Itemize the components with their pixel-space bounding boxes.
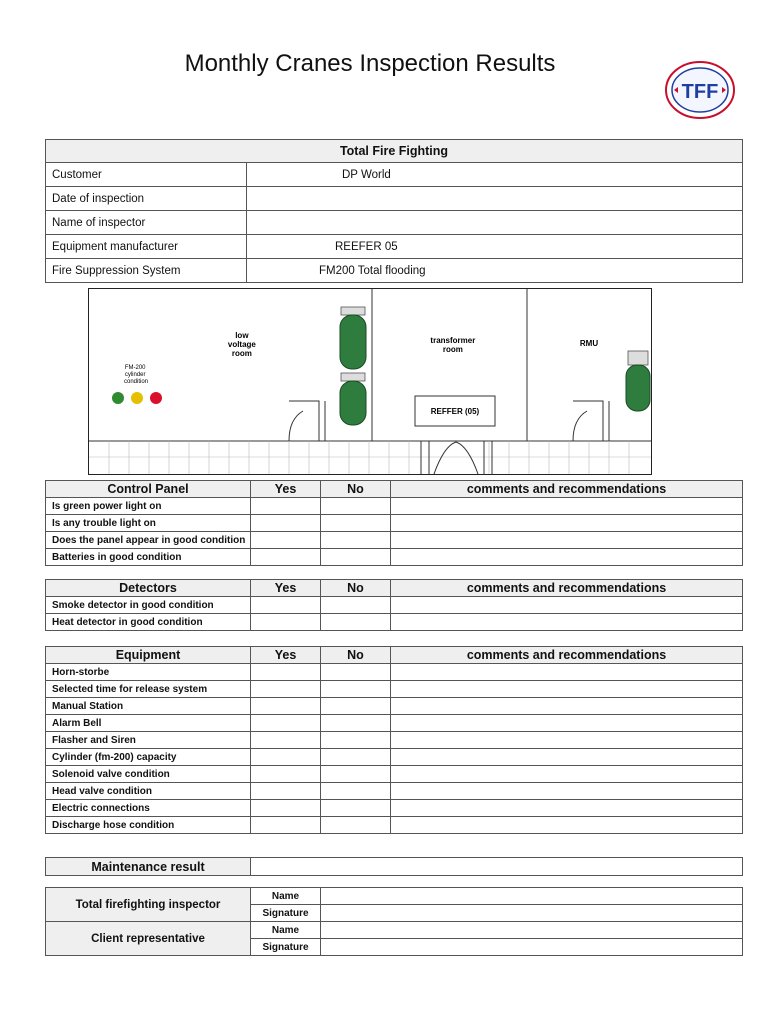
control-panel-header: Control Panel: [46, 481, 251, 498]
equipment-item: Head valve condition: [46, 783, 251, 800]
cylinder-condition-label: FM-200: [124, 365, 146, 371]
cp-item: Is green power light on: [46, 498, 251, 515]
client-name-field[interactable]: [321, 922, 743, 939]
equipment-item: Alarm Bell: [46, 715, 251, 732]
svg-text:FM-200 cylinder co: FM-200 cylinder condition: [123, 365, 149, 385]
equipment-item: Selected time for release system: [46, 681, 251, 698]
equipment-item: Horn-storbe: [46, 664, 251, 681]
date-value[interactable]: [247, 187, 743, 211]
company-logo: [664, 60, 736, 120]
equipment-item: Flasher and Siren: [46, 732, 251, 749]
inspector-role: Total firefighting inspector: [46, 888, 251, 922]
info-table: [45, 139, 743, 283]
name-label: Name: [251, 922, 321, 939]
detector-item: Smoke detector in good condition: [46, 597, 251, 614]
floor-plan: [88, 288, 652, 475]
control-panel-table: [45, 480, 743, 566]
suppression-value[interactable]: FM200 Total flooding: [247, 259, 743, 283]
green-light-icon: [112, 392, 124, 404]
manufacturer-label: Equipment manufacturer: [46, 235, 247, 259]
svg-text:low voltage room: low voltage room transformer room RMU: [227, 331, 599, 358]
cp-item: Does the panel appear in good condition: [46, 532, 251, 549]
equipment-item: Discharge hose condition: [46, 817, 251, 834]
reefer-label: REFFER (05): [430, 407, 480, 416]
suppression-label: Fire Suppression System: [46, 259, 247, 283]
detectors-header: Detectors: [46, 580, 251, 597]
name-label: Name: [251, 888, 321, 905]
equipment-item: Solenoid valve condition: [46, 766, 251, 783]
client-signature-field[interactable]: [321, 939, 743, 956]
room-label-low: low: [235, 331, 249, 340]
room-label-transformer: transformer: [430, 336, 476, 345]
cp-item: Is any trouble light on: [46, 515, 251, 532]
info-header: Total Fire Fighting: [46, 140, 743, 163]
maintenance-table: [45, 857, 743, 876]
manufacturer-value[interactable]: REEFER 05: [247, 235, 743, 259]
equipment-item: Electric connections: [46, 800, 251, 817]
inspector-name-field[interactable]: [321, 888, 743, 905]
no-header: No: [321, 481, 391, 498]
maintenance-label: Maintenance result: [46, 858, 251, 876]
page-title: Monthly Cranes Inspection Results: [184, 50, 556, 77]
equipment-item: Cylinder (fm-200) capacity: [46, 749, 251, 766]
red-light-icon: [150, 392, 162, 404]
inspector-label: Name of inspector: [46, 211, 247, 235]
signature-table: [45, 887, 743, 956]
equipment-header: Equipment: [46, 647, 251, 664]
customer-label: Customer: [46, 163, 247, 187]
inspector-value[interactable]: [247, 211, 743, 235]
client-role: Client representative: [46, 922, 251, 956]
signature-label: Signature: [251, 939, 321, 956]
detectors-table: Detectors Yes No comments and recommendations Smoke detector in good condition Heat detector in good condition: [45, 579, 743, 631]
inspector-signature-field[interactable]: [321, 905, 743, 922]
logo-text: TFF: [681, 81, 719, 103]
maintenance-value[interactable]: [251, 858, 743, 876]
equipment-table: Equipment Yes No comments and recommendations Horn-storbe Selected time for release system Manual Station Alarm Bell Flasher and Siren Cylinder (fm-200) capacity Solenoid valve condition Head valve condition Electric connections Discharge hose condition: [45, 646, 743, 834]
equipment-item: Manual Station: [46, 698, 251, 715]
cylinder-shape: [340, 315, 366, 369]
date-label: Date of inspection: [46, 187, 247, 211]
comments-header: comments and recommendations: [391, 481, 743, 498]
room-label-rmu: RMU: [579, 339, 599, 348]
customer-value[interactable]: DP World: [247, 163, 743, 187]
signature-label: Signature: [251, 905, 321, 922]
cp-item: Batteries in good condition: [46, 549, 251, 566]
detector-item: Heat detector in good condition: [46, 614, 251, 631]
yellow-light-icon: [131, 392, 143, 404]
yes-header: Yes: [251, 481, 321, 498]
